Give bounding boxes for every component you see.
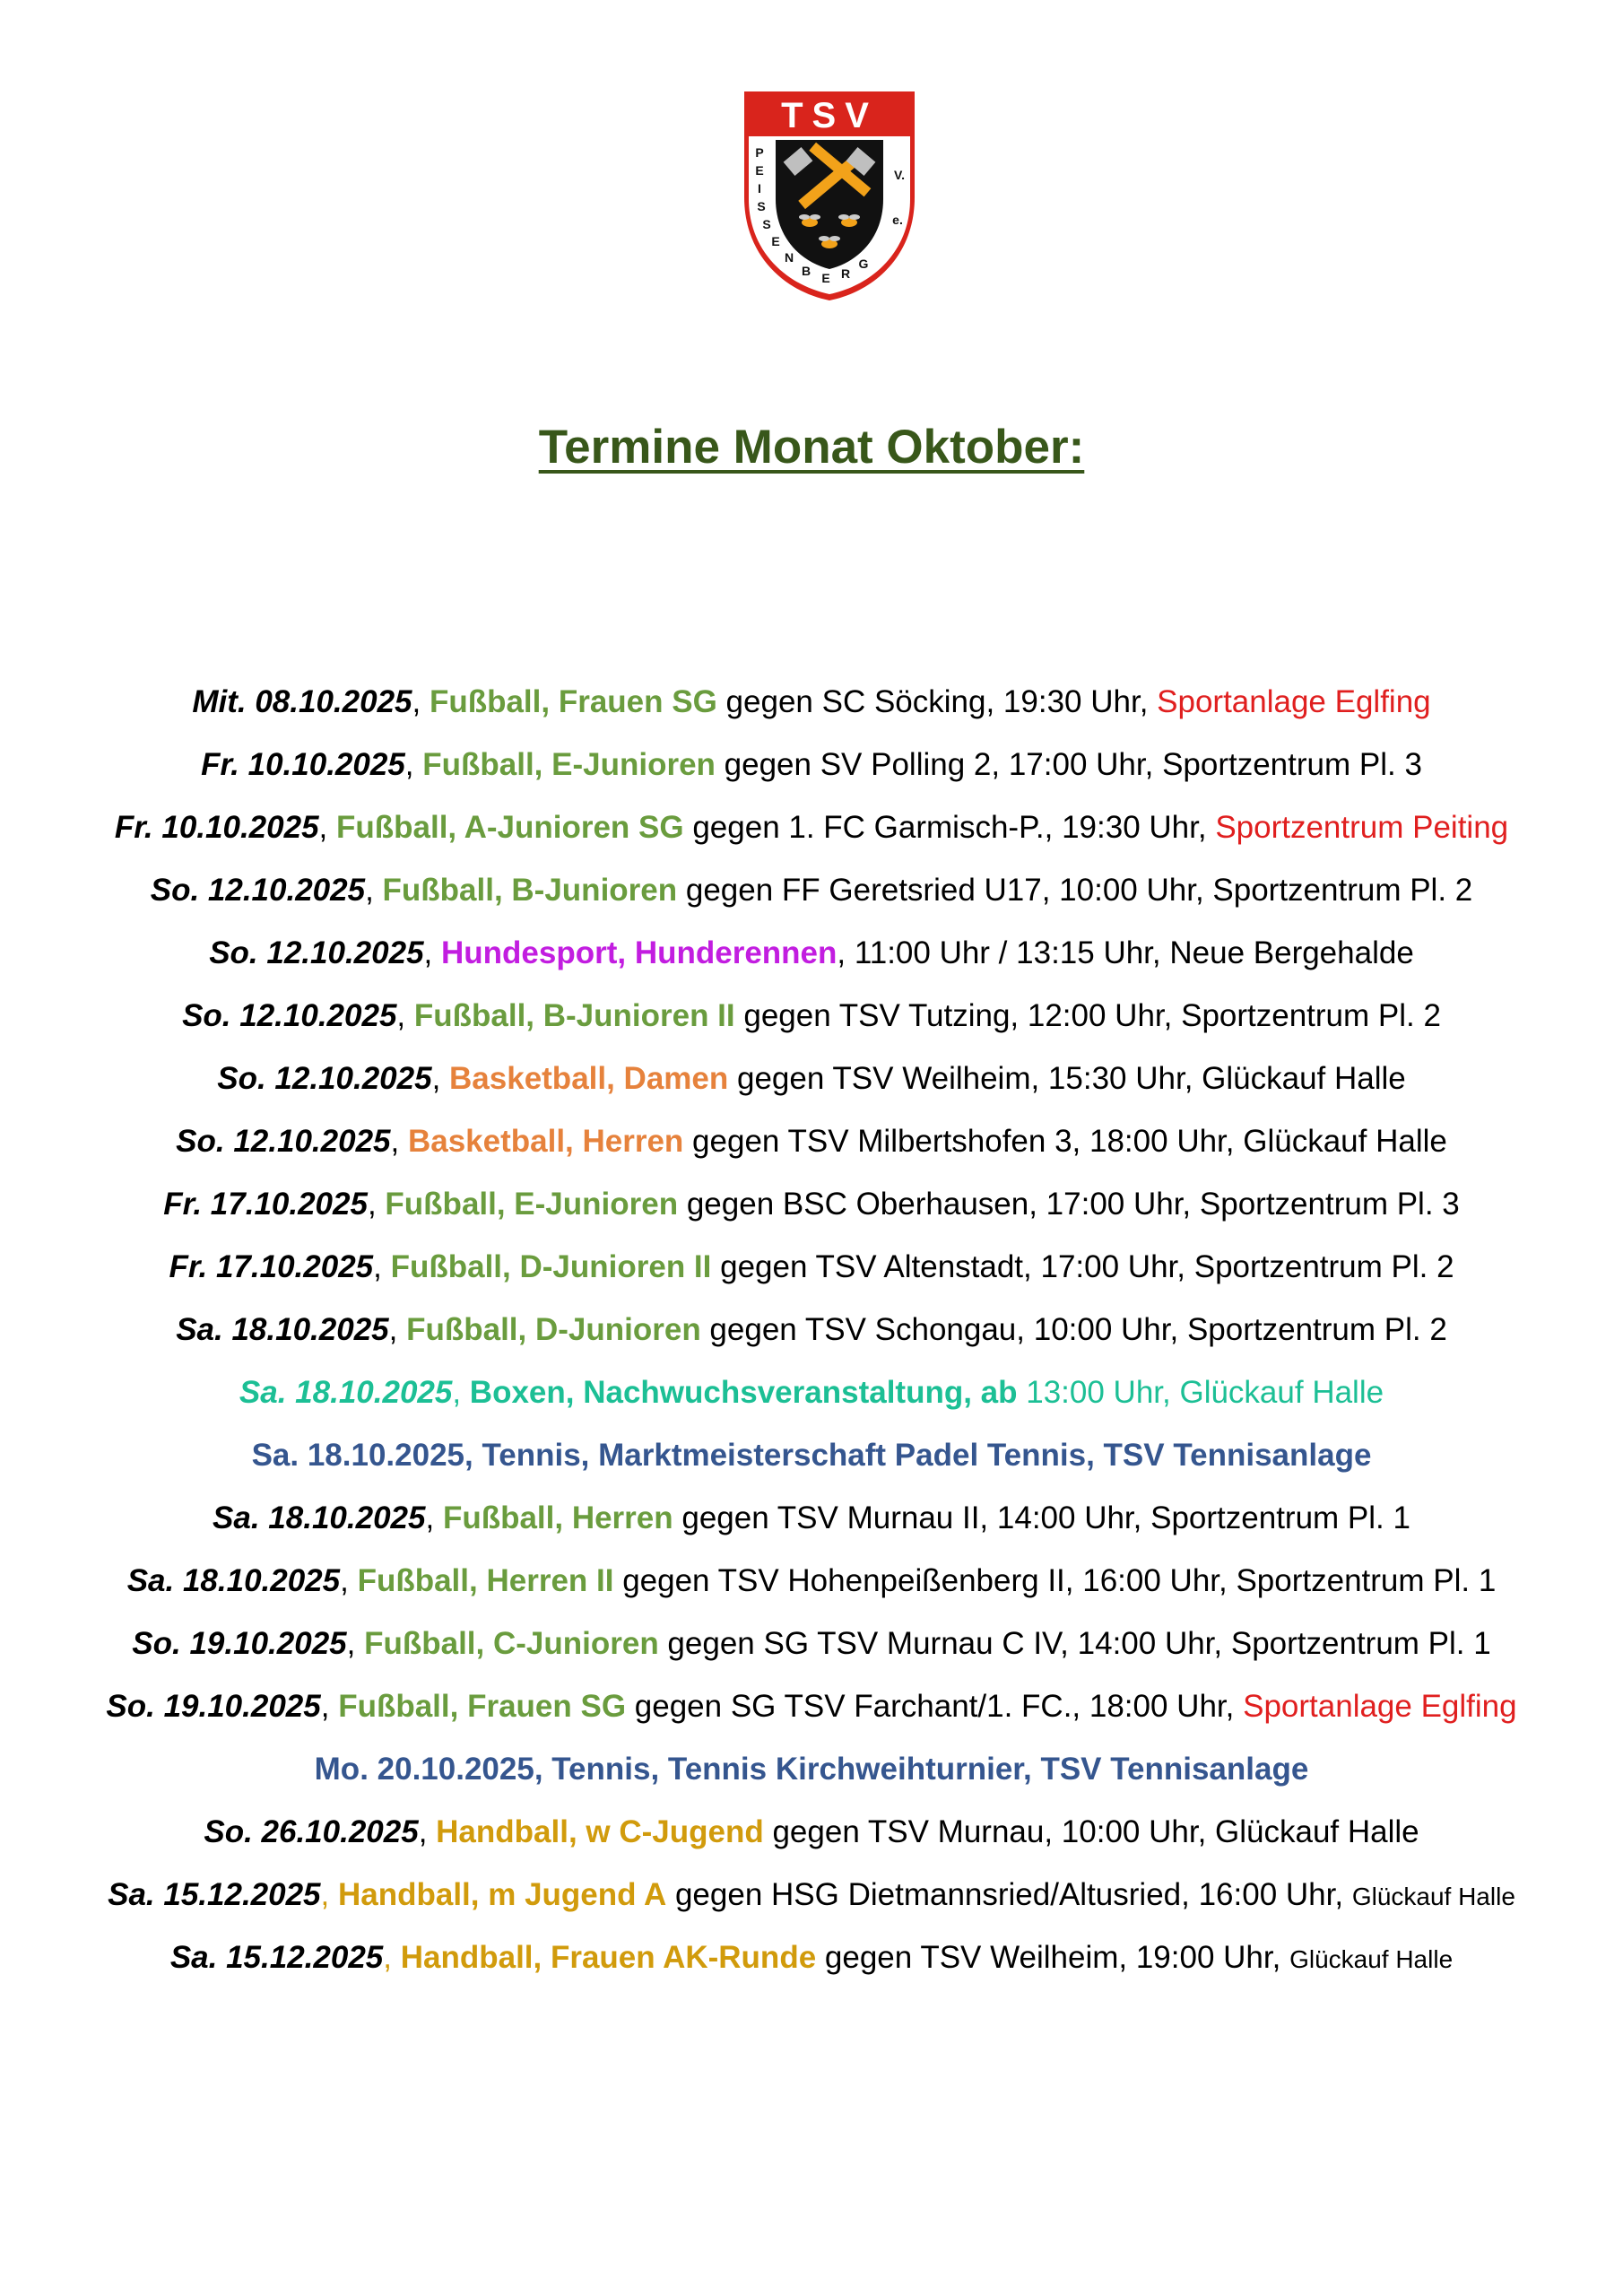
event-date: So. 12.10.2025 [217,1061,432,1096]
event-venue: Sportzentrum Pl. 3 [1162,747,1422,782]
svg-text:e.: e. [892,213,903,227]
event-detail: gegen TSV Altenstadt, 17:00 Uhr, [711,1249,1194,1284]
event-row [0,734,1623,796]
event-venue: Glückauf Halle [1351,1883,1515,1910]
svg-text:I: I [758,181,761,196]
event-separator: , [452,1375,470,1410]
event-detail: gegen SG TSV Murnau C IV, 14:00 Uhr, [658,1626,1231,1661]
event-row [0,1864,1623,1926]
event-venue: Sportzentrum Pl. 2 [1181,998,1441,1033]
event-date: So. 12.10.2025 [150,873,366,908]
event-separator: , [346,1626,365,1661]
svg-text:E: E [755,163,764,178]
event-venue: Sportzentrum Pl. 2 [1212,873,1473,908]
event-row [0,1361,1623,1424]
event-sport: Fußball, Herren [442,1500,673,1535]
event-detail: gegen SG TSV Farchant/1. FC., 18:00 Uhr, [626,1689,1244,1724]
event-separator: , [431,1061,450,1096]
event-venue: Glückauf Halle [1289,1945,1454,1973]
svg-text:E: E [771,234,780,248]
event-date: So. 26.10.2025 [204,1814,419,1849]
event-separator: , [320,1689,339,1724]
event-detail: gegen SC Söcking, 19:30 Uhr, [716,684,1158,719]
svg-text:N: N [784,250,794,265]
event-row [0,1926,1623,1989]
event-separator: , [383,1940,401,1975]
club-crest-icon [740,90,919,305]
event-venue: Glückauf Halle [1179,1375,1384,1410]
event-date: Sa. 18.10.2025 [126,1563,341,1598]
event-detail: gegen TSV Hohenpeißenberg II, 16:00 Uhr, [613,1563,1237,1598]
event-detail: 13:00 Uhr, [1017,1375,1180,1410]
club-logo [740,90,919,305]
event-row [0,1299,1623,1361]
event-venue: Sportzentrum Pl. 3 [1199,1187,1460,1222]
event-date: Sa. 18.10.2025 [251,1438,465,1473]
event-date: Mo. 20.10.2025 [314,1752,534,1787]
svg-text:G: G [858,257,869,271]
event-row [0,1173,1623,1236]
event-venue: Sportzentrum Pl. 1 [1150,1500,1410,1535]
events-list [0,671,1623,1989]
event-date: So. 12.10.2025 [209,935,424,970]
event-row [0,671,1623,734]
event-row [0,1424,1623,1487]
event-detail: gegen TSV Murnau II, 14:00 Uhr, [673,1500,1151,1535]
event-date: Mit. 08.10.2025 [192,684,412,719]
event-sport: Fußball, A-Junioren SG [336,810,684,845]
event-sport: Fußball, D-Junioren II [390,1249,712,1284]
event-venue: Glückauf Halle [1202,1061,1406,1096]
event-row [0,1613,1623,1675]
event-venue: Sportzentrum Peiting [1215,810,1509,845]
event-separator: , [404,747,423,782]
event-venue: Sportzentrum Pl. 2 [1186,1312,1447,1347]
event-detail: gegen TSV Milbertshofen 3, 18:00 Uhr, [683,1124,1244,1159]
event-detail: gegen SV Polling 2, 17:00 Uhr, [715,747,1163,782]
event-date: Fr. 17.10.2025 [163,1187,368,1222]
event-row [0,922,1623,985]
event-sport: Basketball, Damen [449,1061,729,1096]
event-separator: , [320,1877,338,1912]
event-venue: Glückauf Halle [1243,1124,1447,1159]
event-date: Fr. 17.10.2025 [169,1249,374,1284]
event-detail: , 11:00 Uhr / 13:15 Uhr, [837,935,1170,970]
event-sport: Fußball, Frauen SG [338,1689,627,1724]
event-separator: , [418,1814,437,1849]
event-detail: gegen TSV Weilheim, 15:30 Uhr, [728,1061,1202,1096]
event-venue: Sportzentrum Pl. 1 [1236,1563,1497,1598]
event-row [0,1236,1623,1299]
event-row [0,1048,1623,1110]
event-row [0,1487,1623,1550]
event-date: So. 12.10.2025 [176,1124,391,1159]
svg-text:S: S [757,199,766,213]
event-sport: Handball, Frauen AK-Runde [400,1940,817,1975]
event-sport: Fußball, E-Junioren [385,1187,679,1222]
event-date: Sa. 18.10.2025 [176,1312,389,1347]
event-sport: Fußball, C-Junioren [364,1626,659,1661]
svg-text:P: P [755,145,764,160]
event-venue: Sportzentrum Pl. 1 [1230,1626,1491,1661]
event-separator: , [367,1187,386,1222]
event-venue: Sportanlage Eglfing [1157,684,1431,719]
event-row [0,796,1623,859]
event-venue: Neue Bergehalde [1169,935,1414,970]
event-separator: , [388,1312,407,1347]
event-venue: Glückauf Halle [1215,1814,1419,1849]
event-sport: Fußball, Herren II [357,1563,614,1598]
svg-text:S: S [762,217,771,231]
event-detail: gegen TSV Murnau, 10:00 Uhr, [763,1814,1216,1849]
event-sport: Boxen, Nachwuchsveranstaltung, ab [469,1375,1018,1410]
event-sport: Tennis, Marktmeisterschaft Padel Tennis, TSV Tennisanlage [482,1438,1372,1473]
event-detail: gegen BSC Oberhausen, 17:00 Uhr, [678,1187,1200,1222]
svg-text:TSV: TSV [781,96,878,135]
event-separator: , [534,1752,552,1787]
page-title: Termine Monat Oktober: [538,421,1085,474]
event-row [0,1550,1623,1613]
event-row [0,985,1623,1048]
event-row [0,1110,1623,1173]
event-sport: Fußball, Frauen SG [429,684,717,719]
event-sport: Tennis, Tennis Kirchweihturnier, TSV Tennisanlage [551,1752,1309,1787]
event-separator: , [340,1563,358,1598]
svg-text:B: B [801,264,812,278]
event-date: So. 12.10.2025 [182,998,397,1033]
event-date: Sa. 18.10.2025 [213,1500,426,1535]
event-sport: Fußball, D-Junioren [406,1312,701,1347]
svg-text:E: E [821,271,830,285]
event-separator: , [390,1124,408,1159]
event-separator: , [396,998,414,1033]
event-separator: , [373,1249,391,1284]
event-date: Sa. 18.10.2025 [239,1375,453,1410]
event-separator: , [423,935,441,970]
event-sport: Fußball, E-Junioren [422,747,716,782]
event-separator: , [365,873,383,908]
event-date: So. 19.10.2025 [132,1626,347,1661]
event-sport: Hundesport, Hunderennen [441,935,838,970]
event-venue: Sportanlage Eglfing [1243,1689,1517,1724]
event-separator: , [318,810,336,845]
event-date: Sa. 15.12.2025 [169,1940,384,1975]
event-detail: gegen TSV Schongau, 10:00 Uhr, [700,1312,1187,1347]
event-detail: gegen FF Geretsried U17, 10:00 Uhr, [677,873,1213,908]
event-date: Fr. 10.10.2025 [114,810,319,845]
event-date: So. 19.10.2025 [106,1689,321,1724]
event-sport: Basketball, Herren [407,1124,684,1159]
event-separator: , [464,1438,482,1473]
svg-text:R: R [840,266,851,281]
event-date: Fr. 10.10.2025 [201,747,405,782]
svg-text:V.: V. [894,168,905,182]
event-detail: gegen TSV Weilheim, 19:00 Uhr, [816,1940,1290,1975]
event-row [0,1738,1623,1801]
event-venue: Sportzentrum Pl. 2 [1193,1249,1454,1284]
event-row [0,1675,1623,1738]
event-detail: gegen 1. FC Garmisch-P., 19:30 Uhr, [683,810,1216,845]
event-row [0,1801,1623,1864]
event-detail: gegen HSG Dietmannsried/Altusried, 16:00 Uhr, [666,1877,1352,1912]
event-separator: , [412,684,430,719]
event-date: Sa. 15.12.2025 [108,1877,321,1912]
event-separator: , [425,1500,443,1535]
event-detail: gegen TSV Tutzing, 12:00 Uhr, [734,998,1182,1033]
event-row [0,859,1623,922]
event-sport: Fußball, B-Junioren II [413,998,735,1033]
event-sport: Fußball, B-Junioren [382,873,678,908]
event-sport: Handball, m Jugend A [337,1877,667,1912]
event-sport: Handball, w C-Jugend [436,1814,764,1849]
